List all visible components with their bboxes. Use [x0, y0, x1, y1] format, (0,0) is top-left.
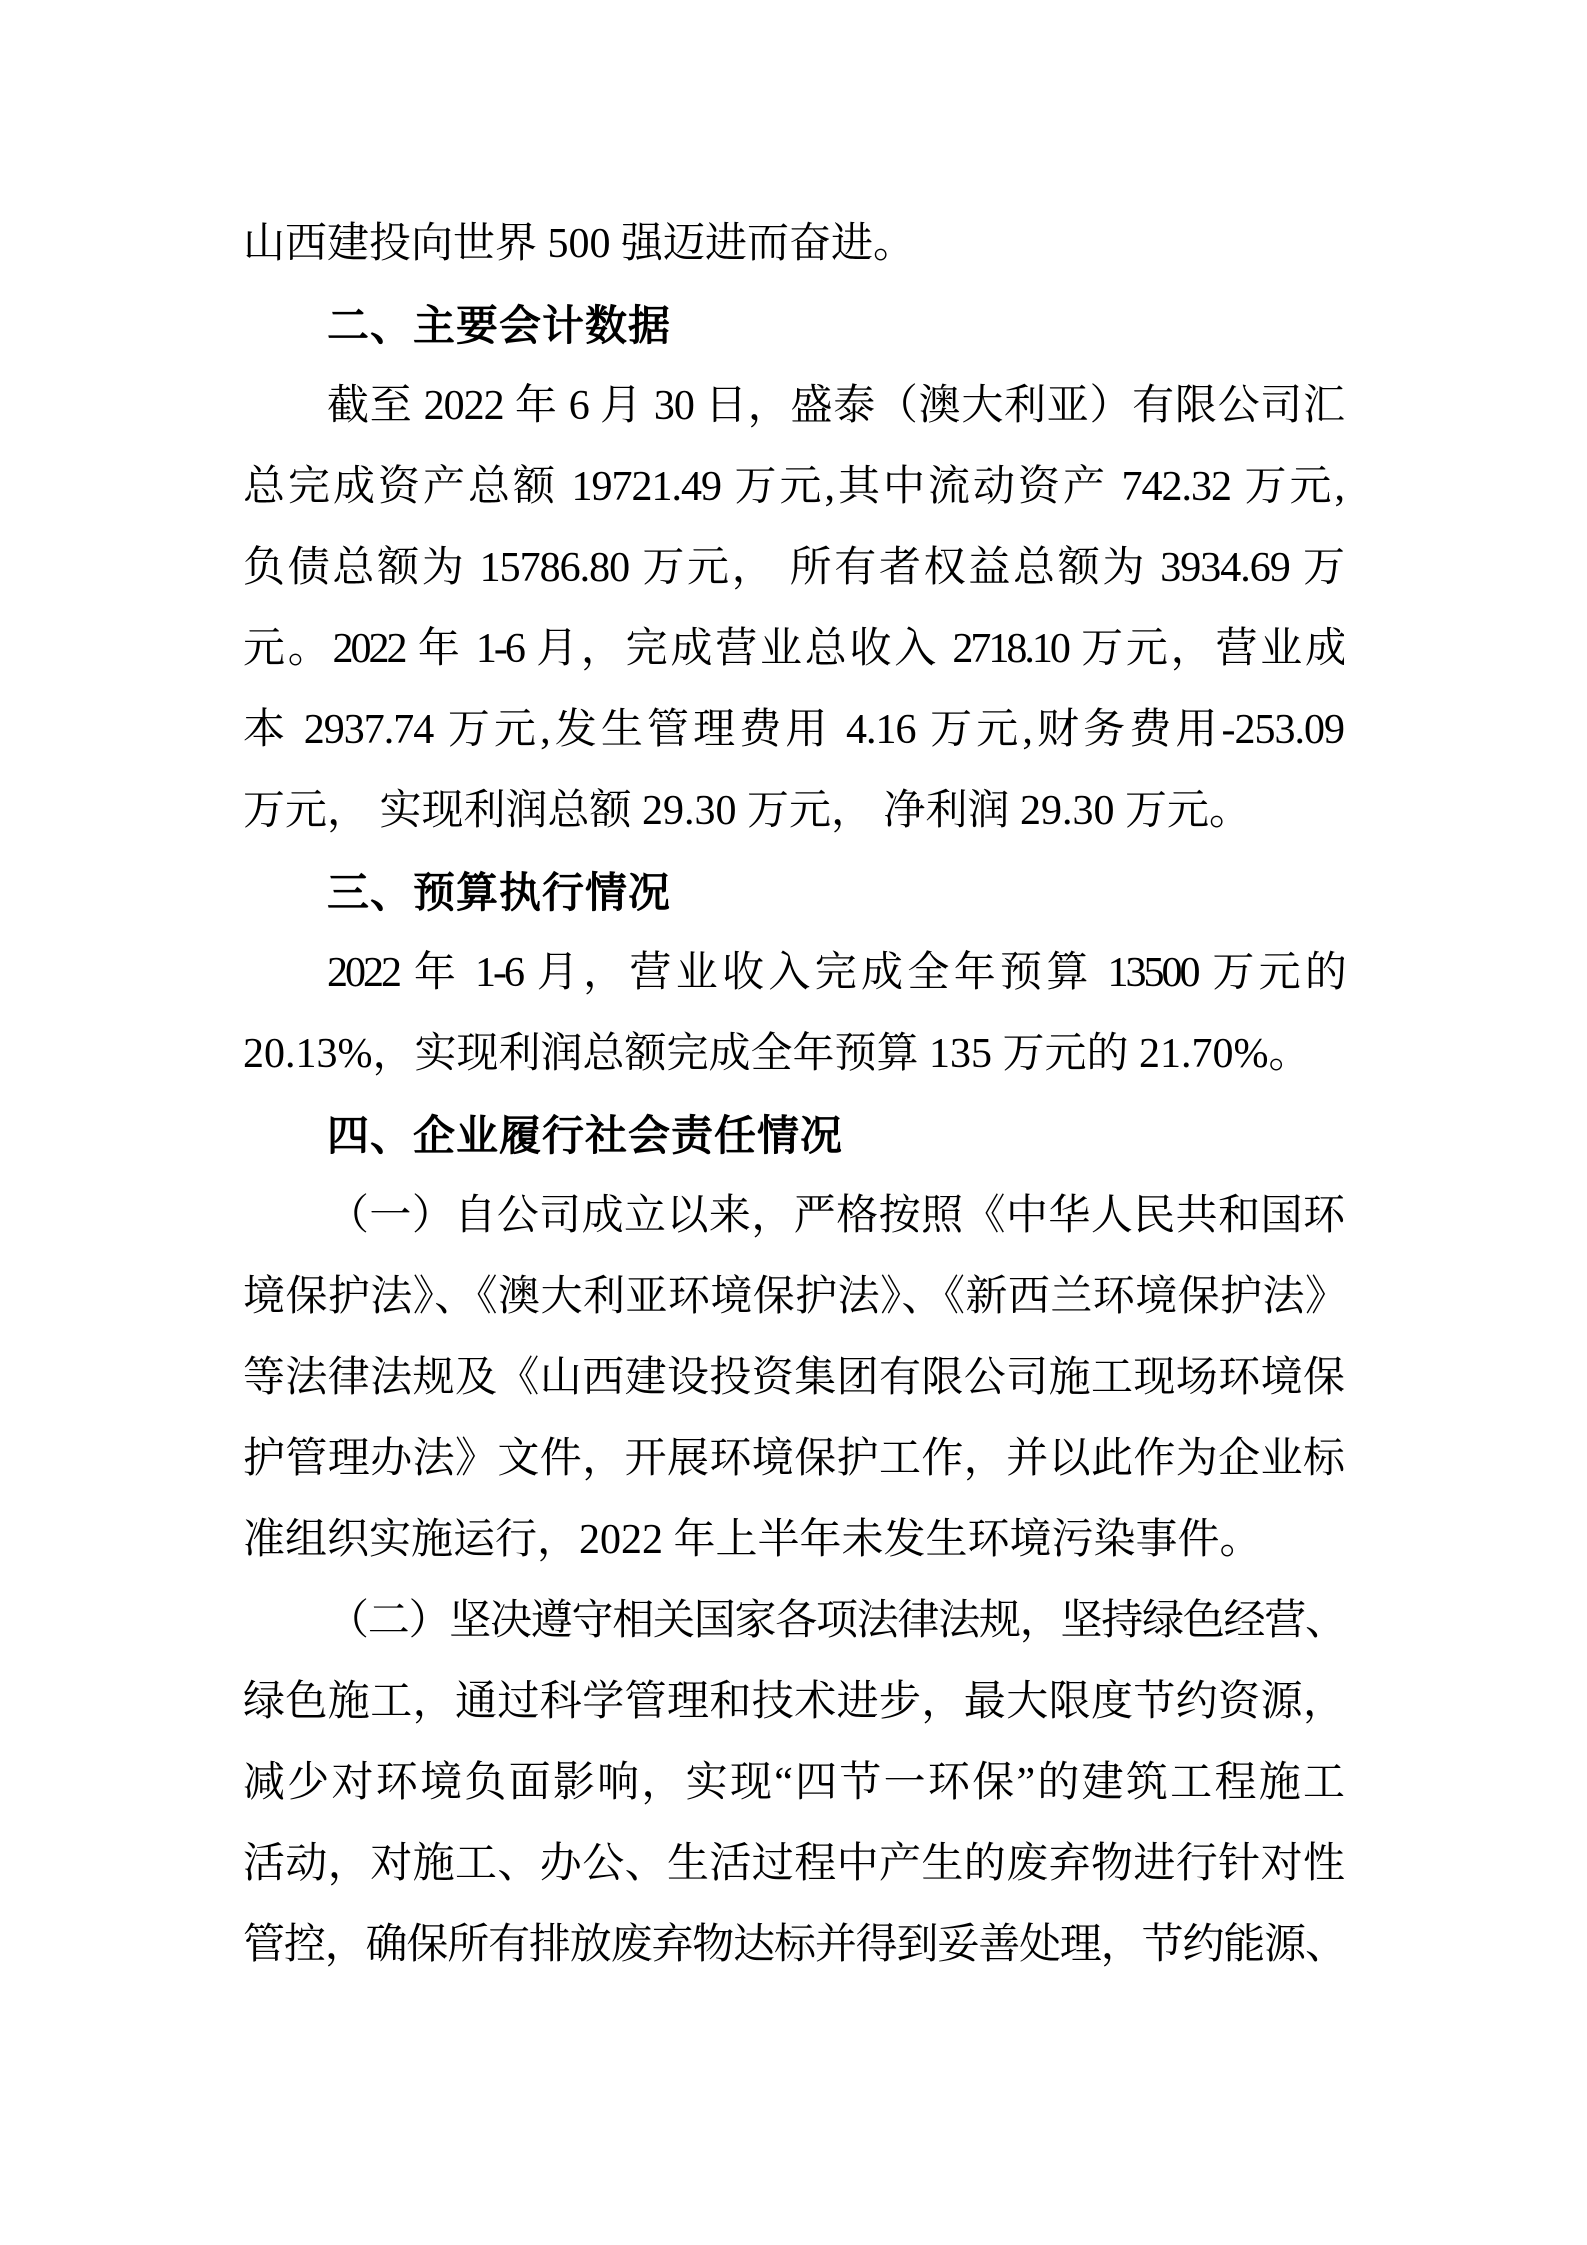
- text-line: 护管理办法》文件，开展环境保护工作，并以此作为企业标: [243, 1436, 1344, 1482]
- text-line: 等法律法规及《山西建设投资集团有限公司施工现场环境保: [243, 1355, 1344, 1401]
- text-line: 元。2022 年 1-6 月，完成营业总收入 2718.10 万元，营业成: [243, 626, 1344, 672]
- section-heading-3: 三、预算执行情况: [327, 869, 672, 916]
- text-line: 本 2937.74 万元,发生管理费用 4.16 万元,财务费用-253.09: [243, 707, 1344, 753]
- text-line: 20.13%，实现利润总额完成全年预算 135 万元的 21.70%。: [243, 1031, 1311, 1077]
- text-line: （一）自公司成立以来，严格按照《中华人民共和国环: [327, 1193, 1344, 1239]
- text-line: 负债总额为 15786.80 万元， 所有者权益总额为 3934.69 万: [243, 545, 1344, 591]
- text-line: 管控，确保所有排放废弃物达标并得到妥善处理，节约能源、: [243, 1922, 1344, 1968]
- text-line: 准组织实施运行，2022 年上半年未发生环境污染事件。: [243, 1517, 1262, 1563]
- section-heading-2: 二、主要会计数据: [327, 302, 672, 349]
- text-line: 境保护法》、《澳大利亚环境保护法》、《新西兰环境保护法》: [243, 1274, 1344, 1320]
- text-line: 绿色施工，通过科学管理和技术进步，最大限度节约资源，: [243, 1679, 1344, 1725]
- text-line: 2022 年 1-6 月，营业收入完成全年预算 13500 万元的: [327, 950, 1344, 996]
- text-line: 山西建投向世界 500 强迈进而奋进。: [243, 221, 916, 267]
- text-line: 活动，对施工、办公、生活过程中产生的废弃物进行针对性: [243, 1841, 1344, 1887]
- section-heading-4: 四、企业履行社会责任情况: [327, 1112, 844, 1159]
- text-line: 减少对环境负面影响，实现“四节一环保”的建筑工程施工: [243, 1760, 1344, 1806]
- text-line: （二）坚决遵守相关国家各项法律法规，坚持绿色经营、: [327, 1598, 1344, 1644]
- text-line: 万元， 实现利润总额 29.30 万元， 净利润 29.30 万元。: [243, 788, 1252, 834]
- text-line: 截至 2022 年 6 月 30 日，盛泰（澳大利亚）有限公司汇: [327, 383, 1344, 429]
- document-body: [243, 204, 1344, 1986]
- text-line: 总完成资产总额 19721.49 万元,其中流动资产 742.32 万元,: [243, 464, 1344, 510]
